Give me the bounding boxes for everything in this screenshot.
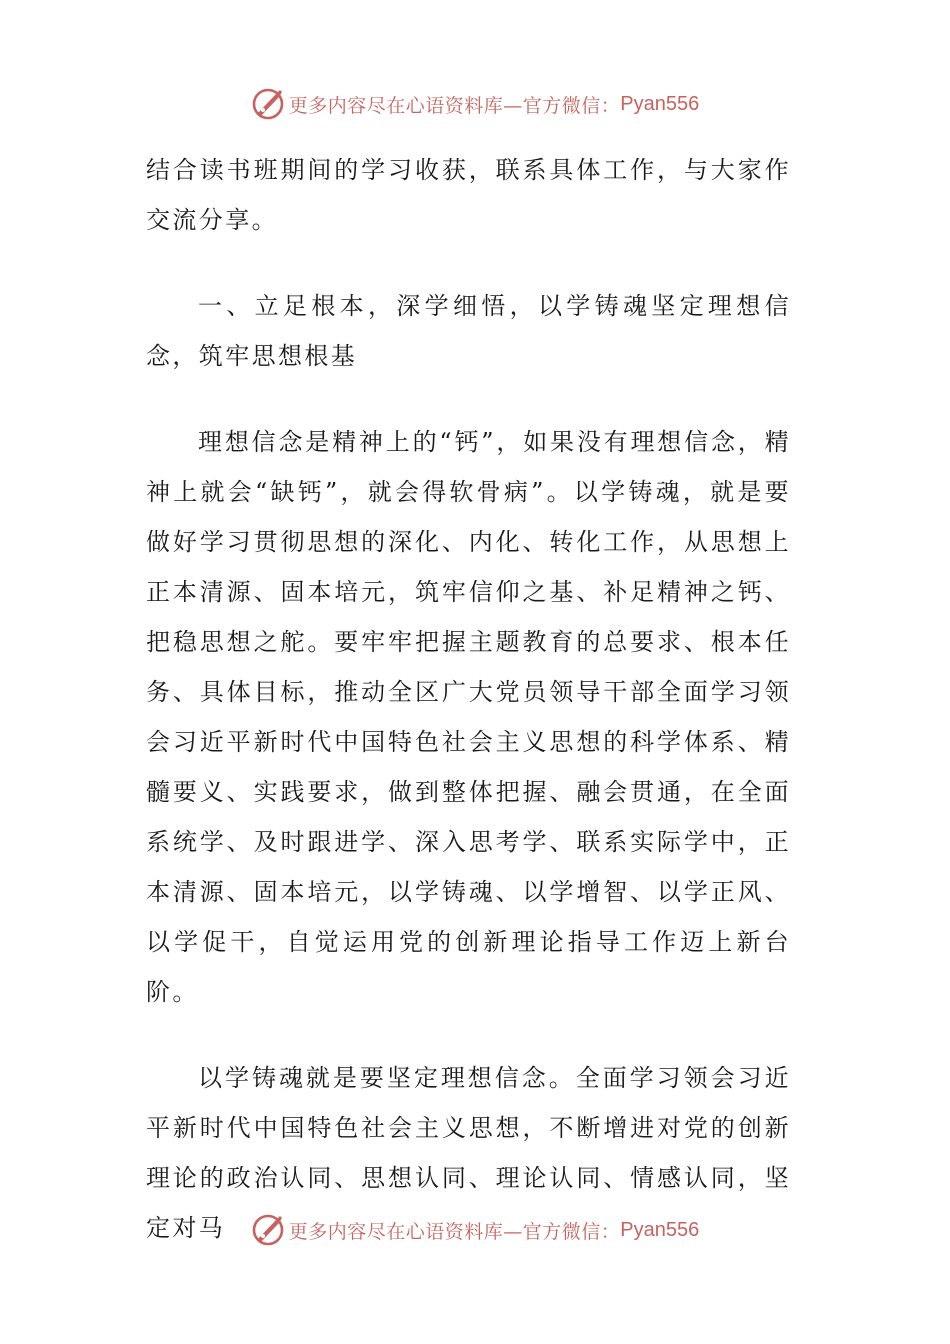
pen-nib-circle-icon xyxy=(251,87,285,121)
document-body xyxy=(146,145,791,1253)
promo-text: 更多内容尽在心语资料库—官方微信： xyxy=(288,94,621,117)
wechat-id: Pyan556 xyxy=(620,1218,700,1241)
promo-text: 更多内容尽在心语资料库—官方微信： xyxy=(288,1220,621,1243)
body-paragraph: 理想信念是精神上的“钙”，如果没有理想信念，精神上就会“缺钙”，就会得软骨病”。以学铸魂，就是要做好学习贯彻思想的深化、内化、转化工作，从思想上正本清源、固本培元，筑牢信仰之基、补足精神之钙、把稳思想之舵。要牢牢把握主题教育的总要求、根本任务、具体目标，推动全区广大党员领导干部全面学习领会习近平新时代中国特色社会主义思想的科学体系、精髓要义、实践要求，做到整体把握、融会贯通，在全面系统学、及时跟进学、深入思考学、联系实际学中，正本清源、固本培元，以学铸魂、以学增智、以学正风、以学促干，自觉运用党的创新理论指导工作迈上新台阶。 xyxy=(146,428,791,1006)
footer-banner xyxy=(0,1208,950,1252)
section-heading: 一、立足根本，深学细悟，以学铸魂坚定理想信念，筑牢思想根基 xyxy=(146,292,791,370)
pen-nib-circle-icon xyxy=(251,1213,285,1247)
wechat-id: Pyan556 xyxy=(620,92,700,115)
body-paragraph: 以学铸魂就是要坚定理想信念。全面学习领会习近平新时代中国特色社会主义思想，不断增进对党的创新理论的政治认同、思想认同、理论认同、情感认同，坚定对马 xyxy=(146,1064,791,1242)
header-banner xyxy=(0,82,950,126)
paragraph-continuation: 结合读书班期间的学习收获，联系具体工作，与大家作交流分享。 xyxy=(146,156,791,234)
